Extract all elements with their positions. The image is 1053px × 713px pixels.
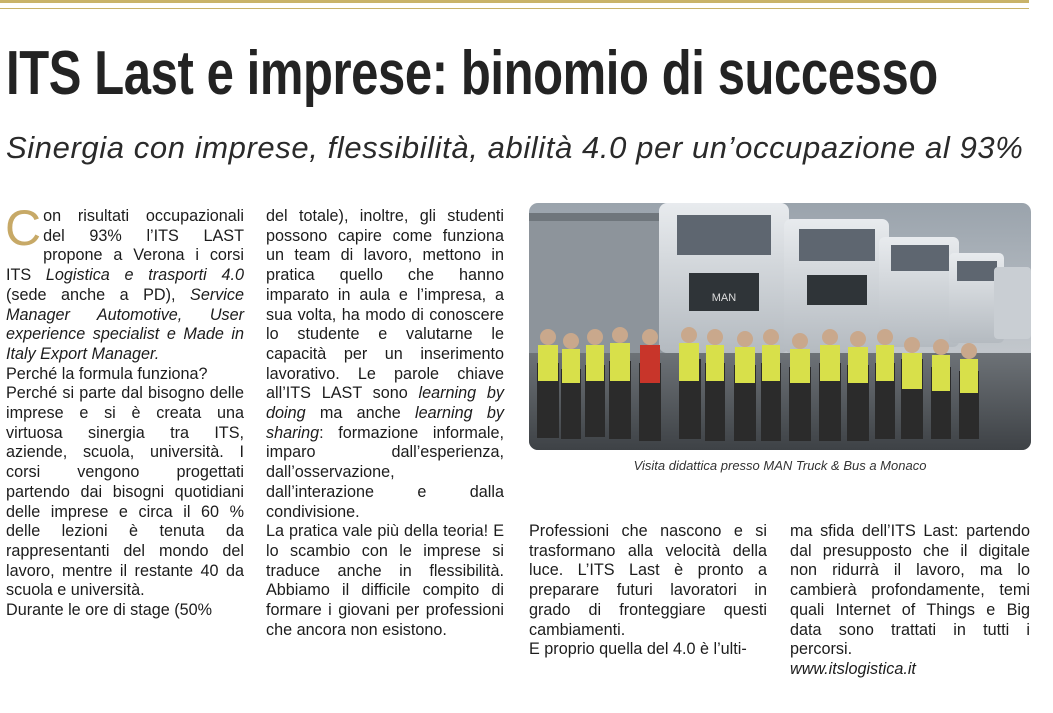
photo-caption: Visita didattica presso MAN Truck & Bus a Monaco: [633, 458, 927, 473]
drop-cap: C: [5, 200, 42, 256]
article-column-1: [5, 200, 244, 621]
stage-paragraph: Durante le ore di stage (50%: [6, 601, 213, 620]
article-column-2: [266, 207, 504, 640]
digital-paragraph: ma sfida dell’ITS Last: partendo dal presupposto che il digitale non ridurrà il lavoro, ma lo cambierà profondamente, temi quali Internet of Things e Big data sono trattati in tutti i percorsi.: [790, 522, 1030, 659]
article-column-3: [529, 522, 767, 660]
professions-paragraph: Professioni che nascono e si trasformano alla velocità della luce. L’ITS Last è pronto a preparare futuri lavoratori in grado di fronteggiare questi cambiamenti.: [529, 522, 767, 639]
practice-paragraph: La pratica vale più della teoria! E lo scambio con le imprese si traduce anche in flessibilità. Abbiamo il difficile compito di formare i giovani per professioni che ancora non esistono.: [266, 522, 504, 639]
headline: ITS Last e imprese: binomio di successo: [6, 39, 938, 108]
truck-logo: MAN: [711, 292, 737, 304]
top-rule: [0, 0, 1029, 9]
article-column-4: [790, 522, 1030, 680]
answer-paragraph: Perché si parte dal bisogno delle imprese e si è creata una virtuosa sinergia tra ITS, aziende, scuola, università. I corsi vengono progettati partendo dai bisogni quotidiani delle imprese e circa il 60 % delle lezioni è tenuta da rappresentanti del mondo del lavoro, mentre il restante 40 da scuola e università.: [6, 384, 244, 600]
intro-paragraph: Con risultati occupazionali del 93% l’ITS LAST propone a Verona i corsi ITS Logistica e trasporti 4.0 (sede anche a PD), Service Manager Automotive, User experience specialist e Made in Italy Export Manager.: [5, 200, 244, 363]
challenge-paragraph: E proprio quella del 4.0 è l’ulti-: [529, 640, 747, 659]
stage-continued-paragraph: del totale), inoltre, gli studenti possono capire come funziona un team di lavoro, mettono in pratica quello che hanno imparato in aula e l’impresa, a sua volta, ha modo di conoscere lo studente e valutarne le capacità per un inserimento lavorativo. Le parole chiave all’ITS LAST sono learning by doing ma anche learning by sharing: formazione informale, imparo dall’esperienza, dall’osservazione, dall’interazione e dalla condivisione.: [266, 207, 504, 521]
subheadline: Sinergia con imprese, flessibilità, abilità 4.0 per un’occupazione al 93%: [6, 130, 1024, 165]
article-photo: [529, 203, 1031, 450]
website-link[interactable]: www.itslogistica.it: [790, 659, 916, 678]
question-paragraph: Perché la formula funziona?: [6, 364, 208, 383]
